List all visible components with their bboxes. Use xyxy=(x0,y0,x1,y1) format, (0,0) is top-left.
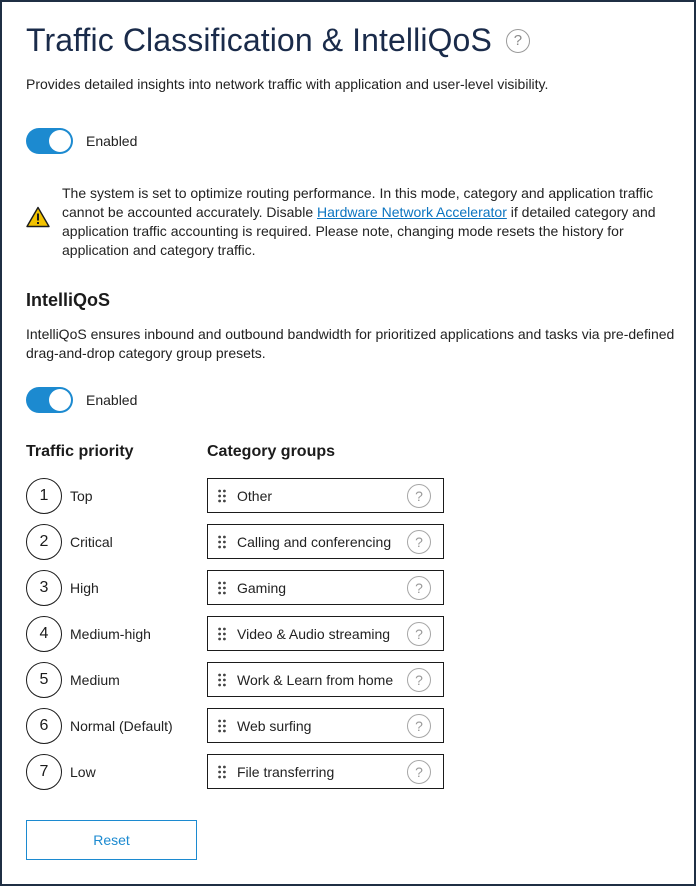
category-group-item[interactable] xyxy=(207,616,444,651)
priority-label: Medium-high xyxy=(70,626,151,642)
help-icon[interactable]: ? xyxy=(407,668,431,692)
intelliqos-heading: IntelliQoS xyxy=(26,290,111,310)
traffic-priority-header: Traffic priority xyxy=(26,443,134,460)
drag-handle-icon[interactable] xyxy=(218,719,226,733)
category-group-item[interactable] xyxy=(207,662,444,697)
category-label: Video & Audio streaming xyxy=(237,625,391,642)
priority-row xyxy=(26,478,93,514)
category-label: Gaming xyxy=(237,579,287,596)
warning-triangle-icon xyxy=(26,206,50,228)
category-group-item[interactable] xyxy=(207,708,444,743)
performance-warning xyxy=(26,184,676,260)
category-group-item[interactable] xyxy=(207,754,444,789)
priority-number: 6 xyxy=(26,708,62,744)
title-row xyxy=(26,22,530,59)
category-groups-header: Category groups xyxy=(207,443,336,460)
help-icon[interactable]: ? xyxy=(407,622,431,646)
intelliqos-description: IntelliQoS ensures inbound and outbound bandwidth for prioritized applications and tasks via pre-defined drag-and-drop category group presets. xyxy=(26,326,675,361)
priority-label: Medium xyxy=(70,672,120,688)
category-label: Other xyxy=(237,487,273,504)
help-icon[interactable]: ? xyxy=(407,576,431,600)
page-title: Traffic Classification & IntelliQoS xyxy=(26,22,492,58)
category-group-item[interactable] xyxy=(207,570,444,605)
hardware-accelerator-link[interactable]: Hardware Network Accelerator xyxy=(317,204,507,220)
help-icon[interactable]: ? xyxy=(407,530,431,554)
category-label: Web surfing xyxy=(237,717,312,734)
intelliqos-toggle[interactable] xyxy=(26,387,73,413)
intelliqos-toggle-label: Enabled xyxy=(86,392,138,408)
category-label: Work & Learn from home xyxy=(237,671,394,688)
help-icon[interactable]: ? xyxy=(407,760,431,784)
drag-handle-icon[interactable] xyxy=(218,673,226,687)
warning-text-after: if detailed category and application traffic accounting is required. Please note, changing mode resets the history for application and category traffic. xyxy=(62,204,656,258)
classification-toggle-row xyxy=(26,128,137,154)
priority-number: 5 xyxy=(26,662,62,698)
category-label: Calling and conferencing xyxy=(237,533,392,550)
category-group-item[interactable] xyxy=(207,524,444,559)
intelliqos-toggle-row xyxy=(26,387,137,413)
priority-label: Critical xyxy=(70,534,113,550)
priority-label: Low xyxy=(70,764,96,780)
page-description: Provides detailed insights into network traffic with application and user-level visibility. xyxy=(26,76,549,92)
priority-label: Top xyxy=(70,488,93,504)
priority-number: 3 xyxy=(26,570,62,606)
priority-row xyxy=(26,570,99,606)
toggle-knob xyxy=(49,130,71,152)
classification-toggle[interactable] xyxy=(26,128,73,154)
classification-toggle-label: Enabled xyxy=(86,133,138,149)
priority-label: High xyxy=(70,580,99,596)
priority-row xyxy=(26,524,113,560)
drag-handle-icon[interactable] xyxy=(218,765,226,779)
warning-text-before: The system is set to optimize routing performance. In this mode, category and application traffic cannot be accounted accurately. Disable xyxy=(62,185,654,220)
priority-number: 4 xyxy=(26,616,62,652)
priority-row xyxy=(26,754,96,790)
priority-number: 2 xyxy=(26,524,62,560)
reset-button[interactable]: Reset xyxy=(26,820,197,860)
drag-handle-icon[interactable] xyxy=(218,627,226,641)
category-group-item[interactable] xyxy=(207,478,444,513)
help-icon[interactable]: ? xyxy=(407,484,431,508)
priority-row xyxy=(26,708,173,744)
drag-handle-icon[interactable] xyxy=(218,535,226,549)
category-label: File transferring xyxy=(237,763,335,780)
toggle-knob xyxy=(49,389,71,411)
drag-handle-icon[interactable] xyxy=(218,489,226,503)
priority-label: Normal (Default) xyxy=(70,718,173,734)
help-icon[interactable]: ? xyxy=(506,29,530,53)
drag-handle-icon[interactable] xyxy=(218,581,226,595)
help-icon[interactable]: ? xyxy=(407,714,431,738)
warning-text xyxy=(62,184,676,260)
priority-row xyxy=(26,662,120,698)
priority-number: 1 xyxy=(26,478,62,514)
priority-number: 7 xyxy=(26,754,62,790)
priority-row xyxy=(26,616,151,652)
